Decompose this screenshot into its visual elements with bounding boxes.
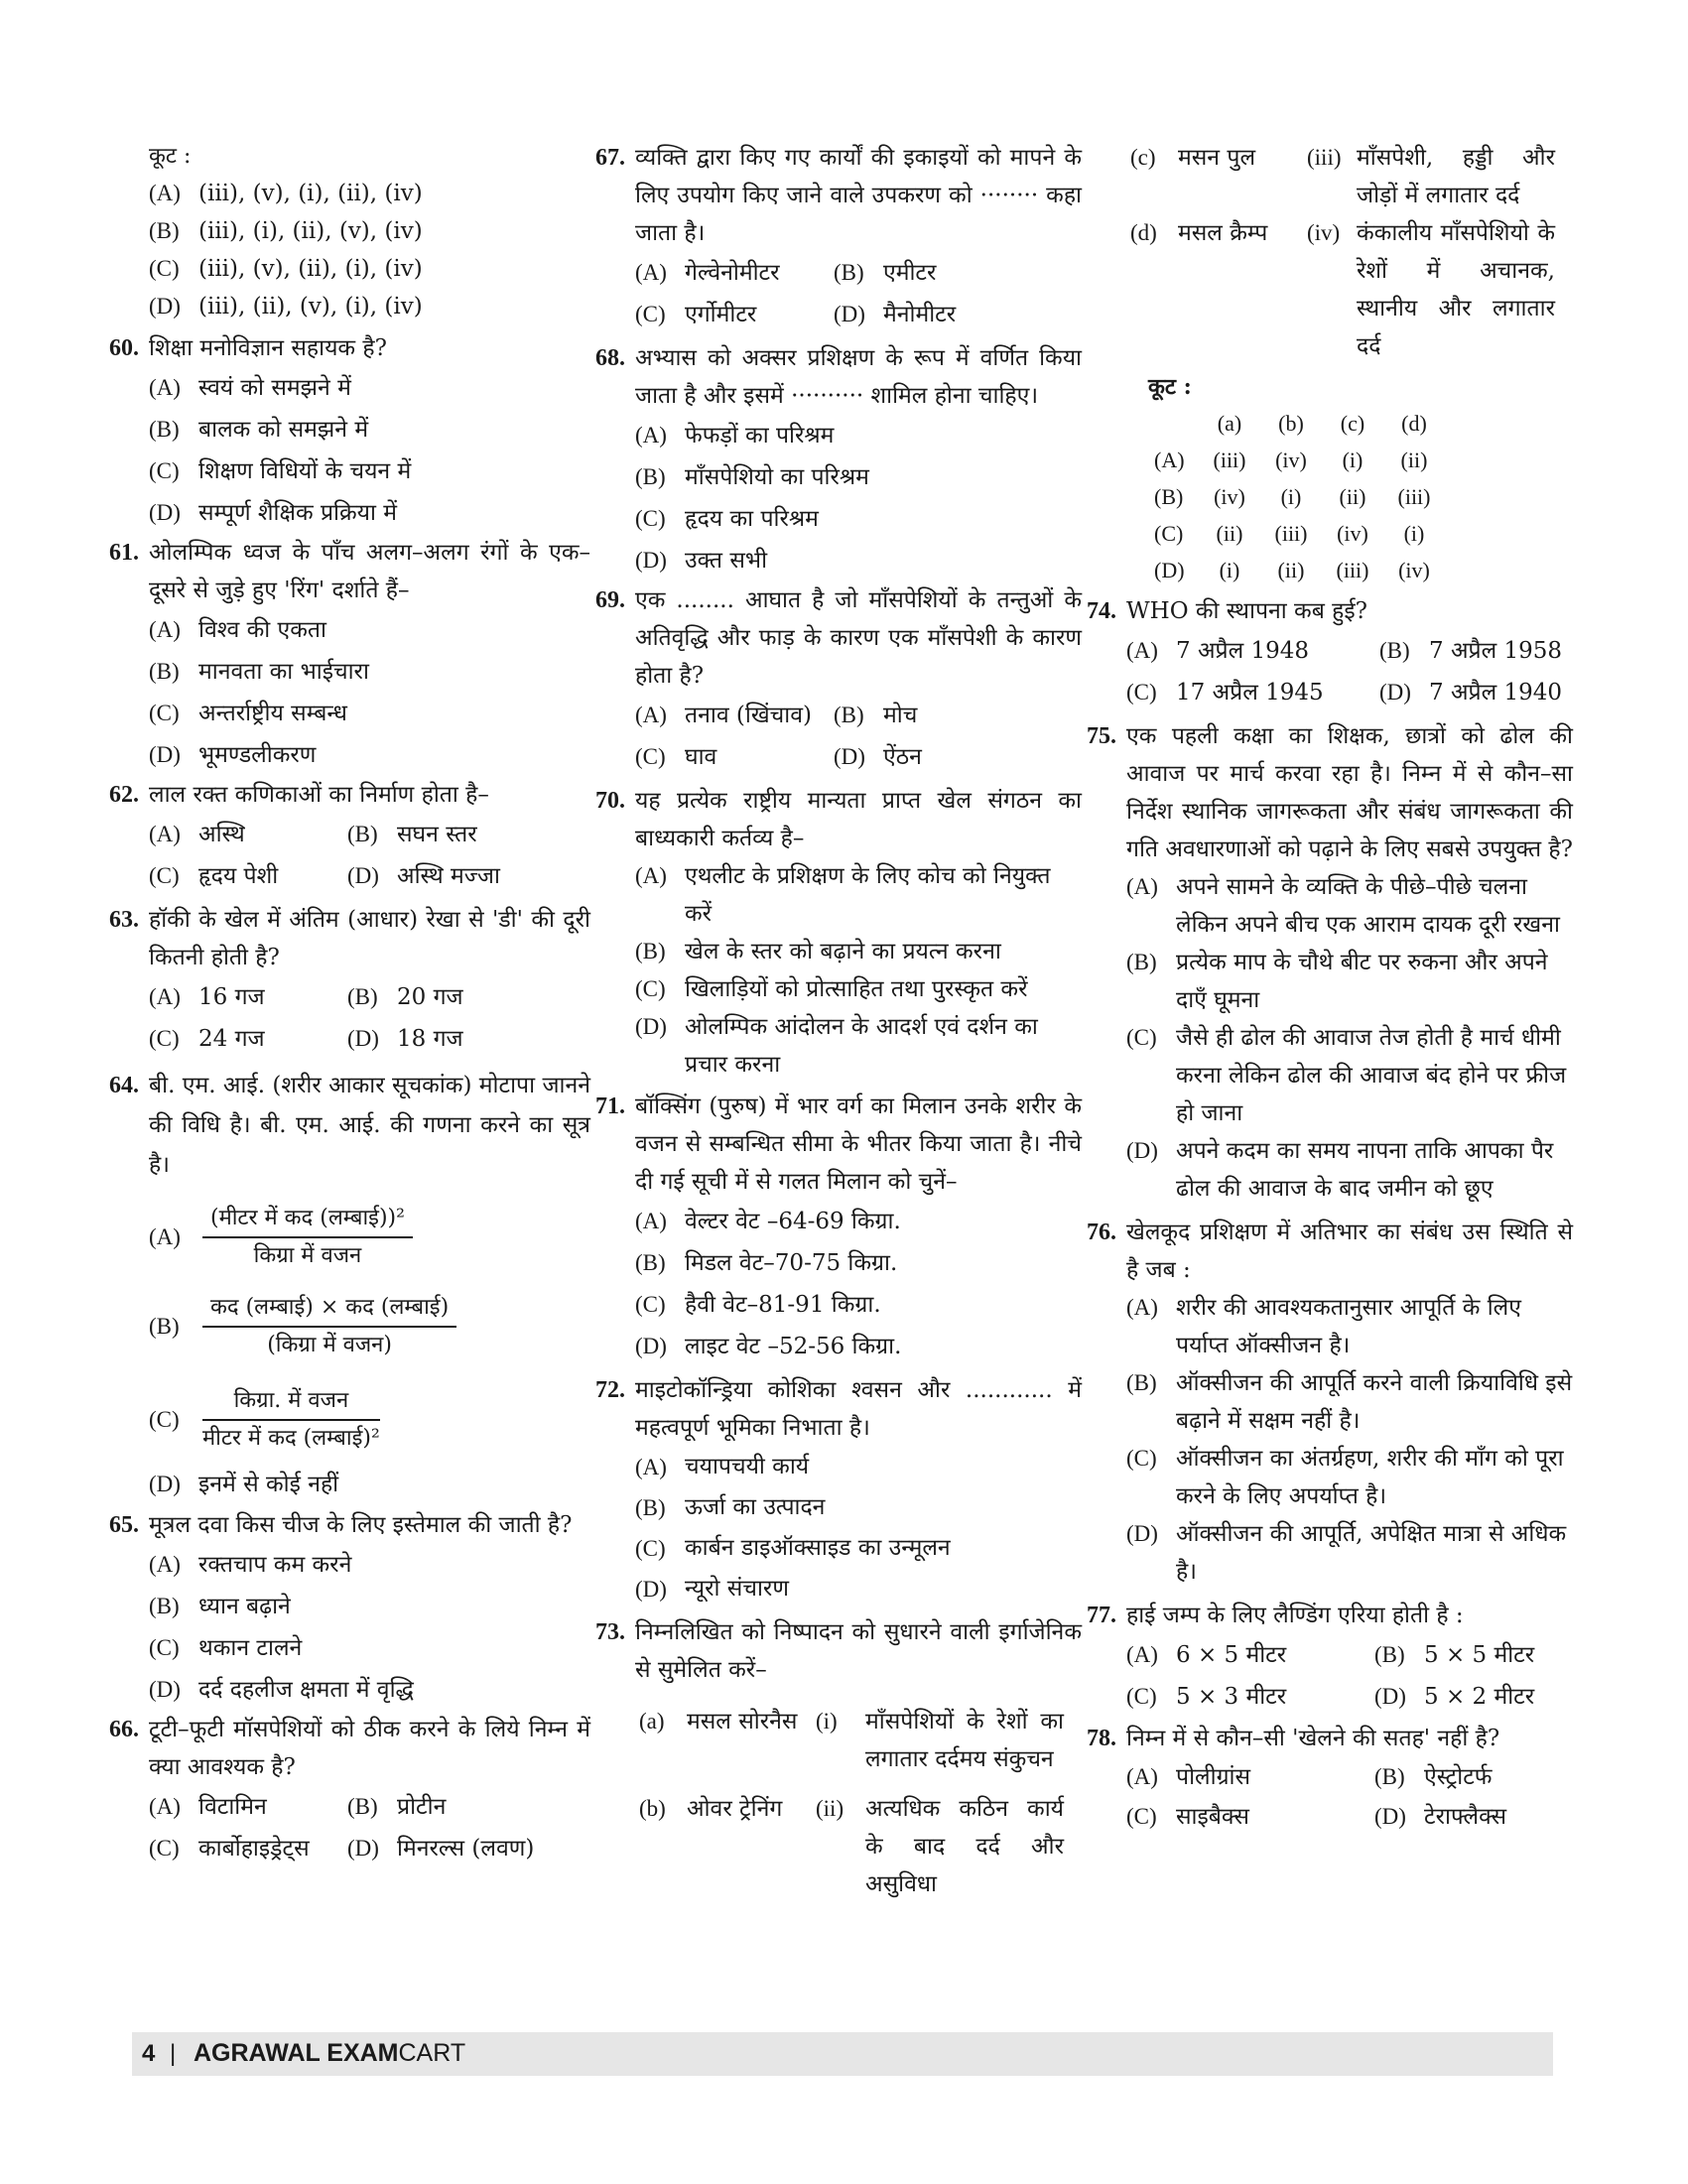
question-66: 66. टूटी–फूटी मॉसपेशियों को ठीक करने के लिये निम्न में क्या आवश्यक है? <box>109 1717 590 1780</box>
option: (C) अन्तर्राष्ट्रीय सम्बन्ध <box>149 701 347 726</box>
option: (A) स्वयं को समझने में <box>149 375 351 401</box>
option: (A) फेफड़ों का परिश्रम <box>635 423 835 449</box>
question-62: 62. लाल रक्त कणिकाओं का निर्माण होता है– <box>109 782 489 808</box>
koot-row: (D) (i) (ii) (iii) (iv) <box>1154 558 1430 582</box>
formula-option-c: (C) $\frac{\text{किग्रा. में वजन}}{\text{मीटर में कद (लम्बाई)²}}$ <box>149 1385 590 1455</box>
option: (D) भूमण्डलीकरण <box>149 742 317 768</box>
koot-header-row: (a) (b) (c) (d) <box>1217 411 1427 436</box>
column-1 <box>109 139 590 1869</box>
koot-row: (A) (iii) (iv) (i) (ii) <box>1154 448 1428 472</box>
option-row: (C) साइबैक्स (D) टेराफ्लैक्स <box>1126 1804 1507 1830</box>
option-row: (A) पोलीग्रांस (B) ऐस्ट्रोटर्फ <box>1126 1764 1493 1790</box>
question-77: 77. हाई जम्प के लिए लैण्डिंग एरिया होती है : <box>1087 1603 1464 1628</box>
option-row: (C) हृदय पेशी (D) अस्थि मज्जा <box>149 863 500 889</box>
question-63: 63. हॉकी के खेल में अंतिम (आधार) रेखा से 'डी' की दूरी कितनी होती है? <box>109 907 590 970</box>
match-row: (c) मसन पुल (iii) माँसपेशी, हड्डी और जोड़ों में लगातार दर्द <box>1130 145 1555 208</box>
option: (D) न्यूरो संचारण <box>635 1576 789 1602</box>
option: (D) (iii), (ii), (v), (i), (iv) <box>149 294 423 320</box>
match-row: (d) मसल क्रैम्प (iv) कंकालीय माँसपेशियो के रेशों में अचानक, स्थानीय और लगातार दर्द <box>1130 220 1555 359</box>
option-row: (A) अस्थि (B) सघन स्तर <box>149 822 477 847</box>
option: (C) ऑक्सीजन का अंतर्ग्रहण, शरीर की माँग को पूरा करने के लिए अपर्याप्त है। <box>1126 1446 1564 1509</box>
option-row: (A) 7 अप्रैल 1948 (B) 7 अप्रैल 1958 <box>1126 638 1563 664</box>
option: (A) वेल्टर वेट –64-69 किग्रा. <box>635 1209 901 1234</box>
option-row: (C) कार्बोहाइड्रेट्स (D) मिनरल्स (लवण) <box>149 1836 535 1862</box>
match-row: (a) मसल सोरनैस (i) माँसपेशियों के रेशों का लगातार दर्दमय संकुचन <box>639 1709 1064 1772</box>
option: (B) ध्यान बढ़ाने <box>149 1594 291 1619</box>
option: (D) उक्त सभी <box>635 548 768 574</box>
question-61: 61. ओलम्पिक ध्वज के पाँच अलग–अलग रंगों के एक–दूसरे से जुड़े हुए 'रिंग' दर्शाते हैं– <box>109 540 590 603</box>
option: (C) खिलाड़ियों को प्रोत्साहित तथा पुरस्कृत करें <box>635 976 1028 1002</box>
option: (B) मिडल वेट–70-75 किग्रा. <box>635 1250 898 1276</box>
option-row: (A) 16 गज (B) 20 गज <box>149 984 463 1010</box>
option: (D) दर्द दहलीज क्षमता में वृद्धि <box>149 1677 414 1703</box>
option: (C) जैसे ही ढोल की आवाज तेज होती है मार्च धीमी करना लेकिन ढोल की आवाज बंद होने पर फ्रीज हो जाना <box>1126 1025 1567 1126</box>
option-row: (C) एर्गोमीटर (D) मैनोमीटर <box>635 302 957 327</box>
option: (C) हृदय का परिश्रम <box>635 506 819 532</box>
option: (B) माँसपेशियो का परिश्रम <box>635 464 869 490</box>
formula-option-a: (A) $\frac{\text{(मीटर में कद (लम्बाई))²}}{\text{किग्रा में वजन}}$ <box>149 1203 590 1272</box>
question-75: 75. एक पहली कक्षा का शिक्षक, छात्रों को ढोल की आवाज पर मार्च करवा रहा है। निम्न में से कौन–सा निर्देश स्थानिक जागरूकता और संबंध जागरूकता की गति अवधारणाओं को पढ़ाने के लिए सबसे उपयुक्त है? <box>1087 723 1573 862</box>
option-row: (A) 6 × 5 मीटर (B) 5 × 5 मीटर <box>1126 1642 1535 1668</box>
brand-logo: AGRAWAL EXAMCART <box>194 2039 466 2067</box>
option: (A) रक्तचाप कम करने <box>149 1552 352 1578</box>
option: (D) ऑक्सीजन की आपूर्ति, अपेक्षित मात्रा से अधिक है। <box>1126 1521 1567 1585</box>
question-73: 73. निम्नलिखित को निष्पादन को सुधारने वाली इर्गाजेनिक से सुमेलित करें– <box>595 1619 1082 1683</box>
option: (C) शिक्षण विधियों के चयन में <box>149 458 412 484</box>
option: (B) मानवता का भाईचारा <box>149 659 369 685</box>
question-60: 60. शिक्षा मनोविज्ञान सहायक है? <box>109 335 387 361</box>
koot-row: (B) (iv) (i) (ii) (iii) <box>1154 484 1431 509</box>
option-row: (C) घाव (D) ऐंठन <box>635 744 922 770</box>
option: (B) प्रत्येक माप के चौथे बीट पर रुकना और अपने दाएँ घूमना <box>1126 950 1548 1013</box>
option-row: (A) गेल्वेनोमीटर (B) एमीटर <box>635 260 937 286</box>
column-3 <box>1087 139 1573 1837</box>
option: (D) इनमें से कोई नहीं <box>149 1472 339 1497</box>
question-65: 65. मूत्रल दवा किस चीज के लिए इस्तेमाल की जाती है? <box>109 1512 573 1538</box>
question-70: 70. यह प्रत्येक राष्ट्रीय मान्यता प्राप्त खेल संगठन का बाध्यकारी कर्तव्य है– <box>595 788 1082 851</box>
option-row: (C) 5 × 3 मीटर (D) 5 × 2 मीटर <box>1126 1684 1535 1710</box>
question-67: 67. व्यक्ति द्वारा किए गए कार्यों की इकाइयों को मापने के लिए उपयोग किए जाने वाले उपकरण को ········ कहा जाता है। <box>595 145 1082 246</box>
option: (A) चयापचयी कार्य <box>635 1454 810 1479</box>
question-68: 68. अभ्यास को अक्सर प्रशिक्षण के रूप में वर्णित किया जाता है और इसमें ·········· शामिल होना चाहिए। <box>595 345 1082 409</box>
page-footer <box>132 2032 1553 2076</box>
option: (D) लाइट वेट –52-56 किग्रा. <box>635 1334 902 1359</box>
option-row: (C) 17 अप्रैल 1945 (D) 7 अप्रैल 1940 <box>1126 680 1563 706</box>
option-row: (A) तनाव (खिंचाव) (B) मोच <box>635 703 918 728</box>
question-72: 72. माइटोकॉन्ड्रिया कोशिका श्वसन और ............ में महत्वपूर्ण भूमिका निभाता है। <box>595 1377 1082 1441</box>
option: (B) बालक को समझने में <box>149 417 369 443</box>
question-64: 64. बी. एम. आई. (शरीर आकार सूचकांक) मोटापा जानने की विधि है। बी. एम. आई. की गणना करने का सूत्र है। <box>109 1073 590 1178</box>
option: (C) कार्बन डाइऑक्साइड का उन्मूलन <box>635 1535 951 1561</box>
koot-row: (C) (ii) (iii) (iv) (i) <box>1154 521 1425 546</box>
match-row: (b) ओवर ट्रेनिंग (ii) अत्यधिक कठिन कार्य के बाद दर्द और असुविधा <box>639 1796 1064 1897</box>
option: (D) अपने कदम का समय नापना ताकि आपका पैर ढोल की आवाज के बाद जमीन को छूए <box>1126 1138 1554 1202</box>
option: (B) खेल के स्तर को बढ़ाने का प्रयत्न करना <box>635 939 1001 964</box>
question-74: 74. WHO की स्थापना कब हुई? <box>1087 598 1367 624</box>
option: (C) थकान टालने <box>149 1635 303 1661</box>
koot-table <box>1154 405 1573 588</box>
option: (A) विश्व की एकता <box>149 617 327 643</box>
option: (C) (iii), (v), (ii), (i), (iv) <box>149 256 423 282</box>
option: (A) शरीर की आवश्यकतानुसार आपूर्ति के लिए पर्याप्त ऑक्सीजन है। <box>1126 1295 1521 1358</box>
question-76: 76. खेलकूद प्रशिक्षण में अतिभार का संबंध उस स्थिति से है जब : <box>1087 1220 1573 1283</box>
question-78: 78. निम्न में से कौन–सी 'खेलने की सतह' नहीं है? <box>1087 1726 1500 1751</box>
koot-label: कूट : <box>149 144 192 169</box>
column-2 <box>595 139 1082 1903</box>
option: (D) सम्पूर्ण शैक्षिक प्रक्रिया में <box>149 500 398 526</box>
option: (A) एथलीट के प्रशिक्षण के लिए कोच को नियुक्त करें <box>635 863 1051 927</box>
option: (B) ऊर्जा का उत्पादन <box>635 1494 826 1520</box>
option: (C) हैवी वेट–81-91 किग्रा. <box>635 1292 881 1318</box>
question-69: 69. एक ........ आघात है जो माँसपेशियों के तन्तुओं के अतिवृद्धि और फाड़ के कारण एक माँसपेशी के कारण होता है? <box>595 587 1082 689</box>
question-71: 71. बॉक्सिंग (पुरुष) में भार वर्ग का मिलान उनके शरीर के वजन से सम्बन्धित सीमा के भीतर किया जाता है। नीचे दी गई सूची में से गलत मिलान को चुनें– <box>595 1093 1082 1195</box>
option-row: (C) 24 गज (D) 18 गज <box>149 1026 463 1052</box>
page-number: 4 <box>142 2040 156 2067</box>
option: (B) ऑक्सीजन की आपूर्ति करने वाली क्रियाविधि इसे बढ़ाने में सक्षम नहीं है। <box>1126 1370 1573 1434</box>
option-row: (A) विटामिन (B) प्रोटीन <box>149 1794 447 1820</box>
option: (A) (iii), (v), (i), (ii), (iv) <box>149 181 423 206</box>
option: (D) ओलम्पिक आंदोलन के आदर्श एवं दर्शन का प्रचार करना <box>635 1014 1038 1078</box>
koot-label: कूट : <box>1148 374 1192 400</box>
option: (A) अपने सामने के व्यक्ति के पीछे–पीछे चलना लेकिन अपने बीच एक आराम दायक दूरी रखना <box>1126 874 1560 938</box>
formula-option-b: (B) $\frac{\text{कद (लम्बाई) × कद (लम्बाई)}}{\text{(किग्रा में वजन)}}$ <box>149 1292 590 1361</box>
option: (B) (iii), (i), (ii), (v), (iv) <box>149 218 423 244</box>
footer-separator: | <box>170 2040 177 2067</box>
